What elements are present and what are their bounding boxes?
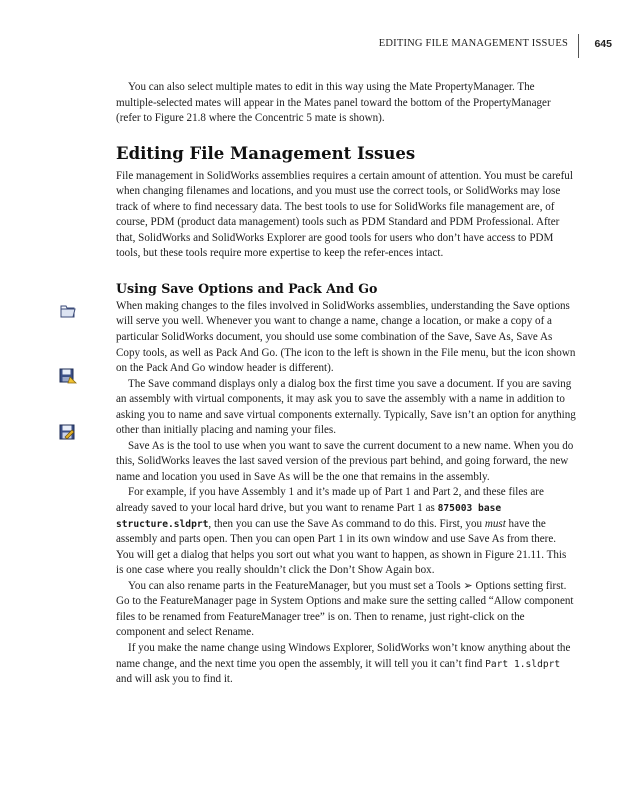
filename-code: Part 1.sldprt <box>485 658 561 670</box>
paragraph-save-command: The Save command displays only a dialog box the first time you save a document. If you are saving an assembly with virtual components, it may ask you to save the assembly with a name in addition to asking you to name and save virtual components externally. Typically, Save isn’t an option for anything other than initially placing and naming your files. <box>116 377 576 437</box>
section-heading: Editing File Management Issues <box>116 143 416 163</box>
pack-and-go-icon <box>59 303 77 319</box>
text-run: have the assembly and parts open. Then you can open Part 1 in its own window and use Save As from there. You will get a dialog that helps you sort out what you want to happen, as shown in Figure 21.11. This is one case where you really shouldn’t click the Don’t Show Again box. <box>116 517 567 577</box>
page-header <box>0 34 636 60</box>
subsection-heading: Using Save Options and Pack And Go <box>116 280 378 296</box>
save-as-icon <box>59 424 77 440</box>
text-run: , then you can use the Save As command to do this. First, you <box>208 517 485 530</box>
text-run: If you make the name change using Windows Explorer, SolidWorks won’t know anything about the name change, and the next time you open the assembly, it will tell you it can’t find <box>116 641 571 670</box>
paragraph-save-as: Save As is the tool to use when you want to save the current document to a new name. When you do this, SolidWorks leaves the last saved version of the previous part behind, and going forward, the new name and location you used in Save As will be the one that remains in the assembly. <box>116 439 574 483</box>
header-divider <box>578 34 579 58</box>
page-body <box>116 80 576 688</box>
running-title: EDITING FILE MANAGEMENT ISSUES <box>378 38 568 49</box>
paragraph-featuremanager-rename: You can also rename parts in the FeatureManager, but you must set a Tools ➢ Options setting first. Go to the FeatureManager page in System Options and make sure the setting called “Allow component files to be renamed from FeatureManager tree” is on. Then to rename, just right-click on the component and select Rename. <box>116 579 574 639</box>
paragraph-windows-explorer <box>116 641 576 688</box>
text-run: and will ask you to find it. <box>116 673 233 686</box>
paragraph-rename-example <box>116 485 576 578</box>
text-run: For example, if you have Assembly 1 and it’s made up of Part 1 and Part 2, and these files are already saved to your local hard drive, but you want to rename Part 1 as <box>116 486 544 515</box>
intro-paragraph: You can also select multiple mates to edit in this way using the Mate PropertyManager. The multiple-selected mates will appear in the Mates panel toward the bottom of the PropertyManager (refer to Figure 21.8 where the Concentric 5 mate is shown). <box>116 81 551 125</box>
save-icon <box>59 368 77 384</box>
emphasis: must <box>484 517 506 530</box>
filename-code: 875003 base structure.sldprt <box>116 503 502 530</box>
page-number: 645 <box>594 38 612 50</box>
paragraph-save-options: When making changes to the files involved in SolidWorks assemblies, understanding the Save options will serve you well. Whenever you want to change a name, change a location, or make a copy of a particular SolidWorks document, you should use some combination of the Save, Save As, Save As Copy tools, as well as Pack And Go. (The icon to the left is shown in the File menu, but the icon shown on the Pack And Go window header is different). <box>116 299 576 375</box>
section-paragraph: File management in SolidWorks assemblies requires a certain amount of attention. You must be careful when changing filenames and locations, and you must use the correct tools, or SolidWorks may lose track of where to find necessary data. The best tools to use for SolidWorks file management are, of course, PDM (product data management) tools such as PDM Standard and PDM Professional. After that, SolidWorks and SolidWorks Explorer are good tools for users who don’t have access to PDM tools, but these tools require more expertise to keep the refer-ences intact. <box>116 169 573 260</box>
